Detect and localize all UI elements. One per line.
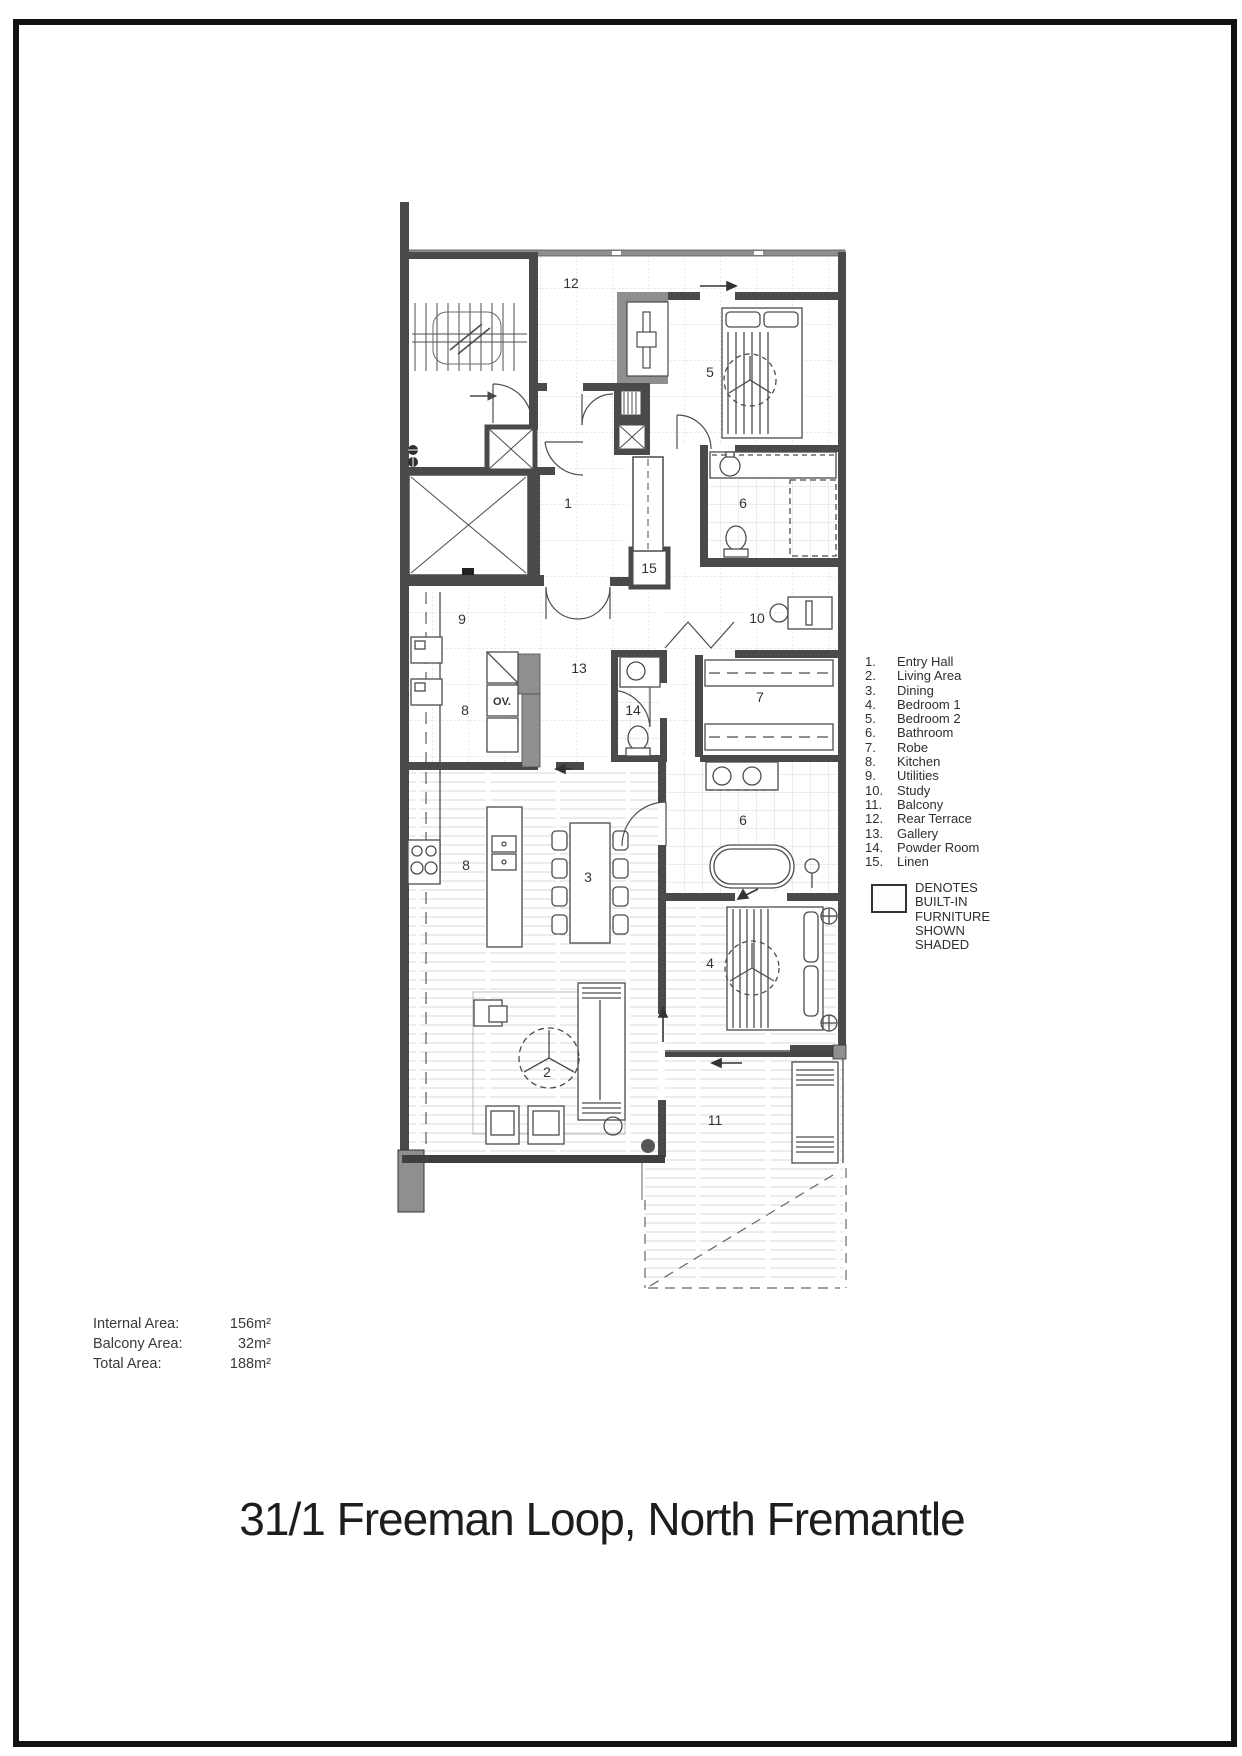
room-label-rear-terrace: 12 — [563, 275, 579, 291]
address-title: 31/1 Freeman Loop, North Fremantle — [239, 1493, 965, 1545]
legend-label: Utilities — [897, 768, 939, 784]
legend-item — [865, 769, 979, 783]
built-in-note-text: DENOTES BUILT-IN FURNITURE SHOWN SHADED — [915, 880, 991, 953]
area-label: Internal Area: — [93, 1316, 180, 1332]
legend-item — [865, 784, 979, 798]
legend-item — [865, 655, 979, 669]
legend-number: 3. — [865, 682, 876, 698]
area-row-total — [93, 1354, 271, 1374]
legend-number: 10. — [865, 782, 884, 798]
legend-label: Bathroom — [897, 725, 954, 741]
legend-number: 15. — [865, 854, 884, 870]
bedroom2-furniture — [722, 308, 802, 438]
bedroom1-furniture — [725, 907, 837, 1031]
room-label-kitchen-lower: 8 — [462, 857, 470, 873]
shaded-sample-box — [871, 884, 907, 913]
room-label-linen: 15 — [641, 560, 657, 576]
area-summary — [93, 1314, 271, 1374]
legend-label: Robe — [897, 739, 929, 755]
legend-number: 12. — [865, 811, 884, 827]
legend-number: 1. — [865, 654, 876, 669]
legend-label: Dining — [897, 682, 934, 698]
legend-number: 8. — [865, 754, 876, 770]
room-label-bedroom1: 4 — [706, 955, 714, 971]
legend-label: Kitchen — [897, 754, 941, 770]
legend-label: Balcony — [897, 796, 944, 812]
legend-number: 13. — [865, 825, 884, 841]
room-label-gallery: 13 — [571, 660, 587, 676]
room-label-dining: 3 — [584, 869, 592, 885]
balcony-bench — [792, 1062, 838, 1163]
area-value: 188m² — [229, 1356, 271, 1372]
legend-label: Bedroom 1 — [897, 696, 961, 712]
room-label-utilities: 9 — [458, 611, 466, 627]
elevator-shaft — [409, 475, 528, 575]
legend-number: 6. — [865, 725, 876, 741]
legend-item — [865, 712, 979, 726]
legend-label: Linen — [897, 854, 929, 870]
legend-number: 9. — [865, 768, 876, 784]
area-label: Balcony Area: — [93, 1336, 183, 1352]
legend-label: Living Area — [897, 668, 962, 684]
oven-label: OV. — [493, 696, 511, 708]
legend-label: Powder Room — [897, 839, 980, 855]
room-label-bathroom-lower: 6 — [739, 812, 747, 828]
built-in-note — [871, 881, 1001, 952]
legend-number: 4. — [865, 696, 876, 712]
robe-shelves — [705, 660, 833, 750]
area-value: 156m² — [229, 1316, 271, 1332]
legend-label: Gallery — [897, 825, 939, 841]
legend-item — [865, 698, 979, 712]
room-label-living: 2 — [543, 1064, 551, 1080]
room-label-powder: 14 — [625, 702, 641, 718]
legend-item — [865, 669, 979, 683]
staircase — [412, 303, 527, 400]
room-label-bedroom2: 5 — [706, 364, 714, 380]
room-label-bathroom-upper: 6 — [739, 495, 747, 511]
legend-number: 5. — [865, 711, 876, 727]
legend-item — [865, 812, 979, 826]
legend-label: Rear Terrace — [897, 811, 972, 827]
area-label: Total Area: — [93, 1356, 162, 1372]
hw-unit-symbol — [408, 445, 418, 467]
room-label-balcony: 11 — [707, 1112, 723, 1128]
room-legend — [865, 655, 979, 869]
legend-number: 2. — [865, 668, 876, 684]
room-label-entry-hall: 1 — [564, 495, 572, 511]
legend-item — [865, 755, 979, 769]
legend-label: Study — [897, 782, 931, 798]
legend-number: 11. — [865, 796, 883, 812]
legend-label: Entry Hall — [897, 654, 954, 669]
area-value: 32m² — [237, 1336, 271, 1352]
legend-item — [865, 798, 979, 812]
legend-item — [865, 726, 979, 740]
legend-label: Bedroom 2 — [897, 711, 961, 727]
legend-item — [865, 841, 979, 855]
legend-item — [865, 855, 979, 869]
legend-number: 14. — [865, 839, 884, 855]
room-label-study: 10 — [749, 610, 765, 626]
area-row-internal — [93, 1314, 271, 1334]
legend-item — [865, 684, 979, 698]
room-label-kitchen-upper: 8 — [461, 702, 469, 718]
room-label-robe: 7 — [756, 689, 764, 705]
legend-item — [865, 827, 979, 841]
area-row-balcony — [93, 1334, 271, 1354]
legend-number: 7. — [865, 739, 876, 755]
legend-item — [865, 741, 979, 755]
